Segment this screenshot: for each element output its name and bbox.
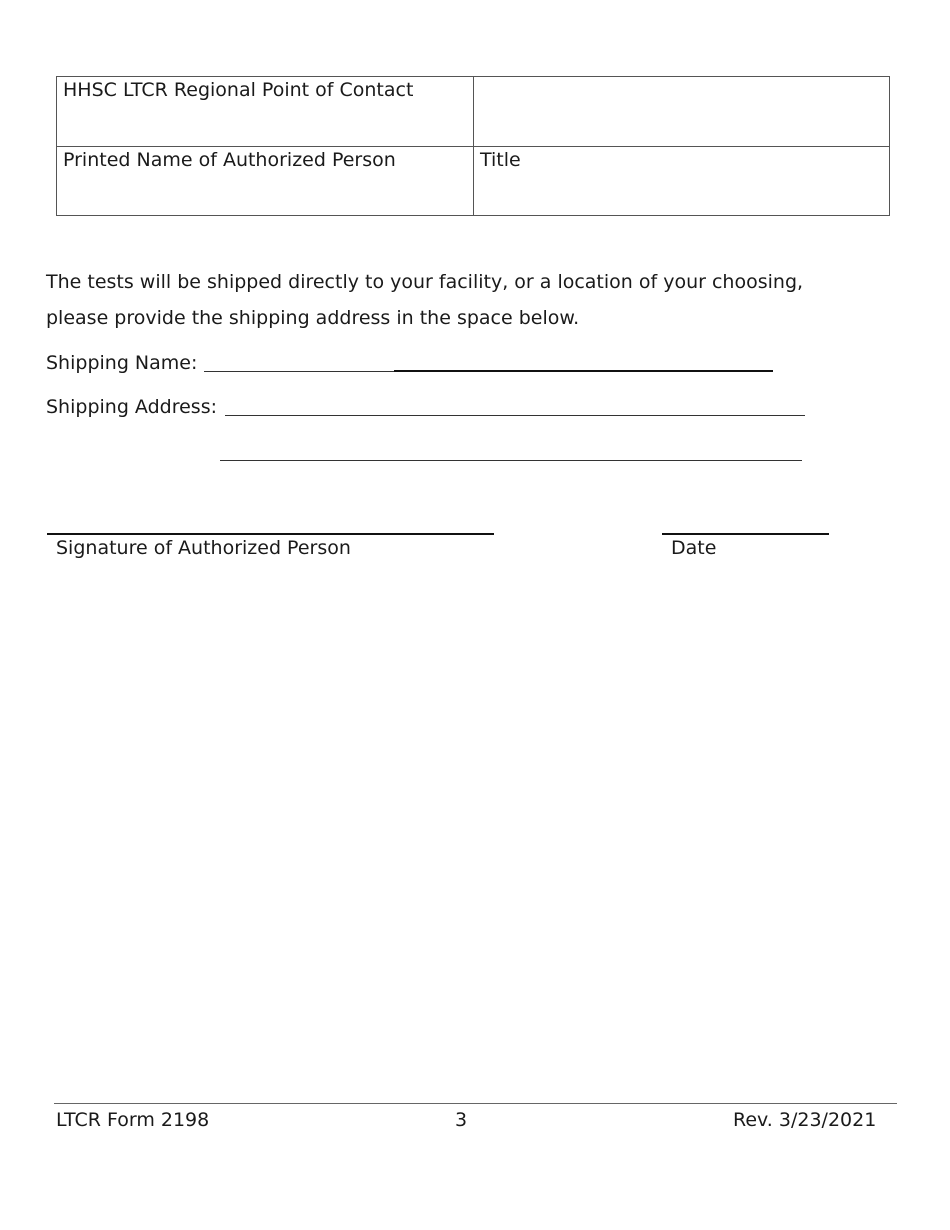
shipping-address-line-1[interactable] bbox=[225, 415, 805, 416]
shipping-name-field-part1[interactable] bbox=[204, 371, 394, 372]
footer-revision: Rev. 3/23/2021 bbox=[733, 1109, 877, 1131]
date-caption: Date bbox=[671, 537, 717, 559]
regional-contact-field[interactable] bbox=[474, 77, 890, 146]
shipping-name-label: Shipping Name: bbox=[46, 352, 198, 374]
signature-caption: Signature of Authorized Person bbox=[56, 537, 351, 559]
date-line[interactable] bbox=[662, 533, 829, 535]
shipping-intro-line-1: The tests will be shipped directly to your facility, or a location of your choosing, bbox=[46, 271, 804, 293]
footer-page-number: 3 bbox=[455, 1109, 468, 1131]
authorized-person-name-field[interactable]: Printed Name of Authorized Person bbox=[63, 149, 396, 171]
title-field[interactable]: Title bbox=[480, 149, 521, 171]
shipping-intro-line-2: please provide the shipping address in the space below. bbox=[46, 307, 580, 329]
regional-contact-label: HHSC LTCR Regional Point of Contact bbox=[63, 79, 414, 101]
shipping-address-line-2[interactable] bbox=[220, 460, 802, 461]
footer-divider bbox=[54, 1103, 897, 1104]
shipping-name-field[interactable] bbox=[394, 370, 773, 372]
contact-table bbox=[56, 76, 890, 216]
footer-form-name: LTCR Form 2198 bbox=[56, 1109, 210, 1131]
shipping-address-label: Shipping Address: bbox=[46, 396, 217, 418]
signature-line[interactable] bbox=[47, 533, 494, 535]
